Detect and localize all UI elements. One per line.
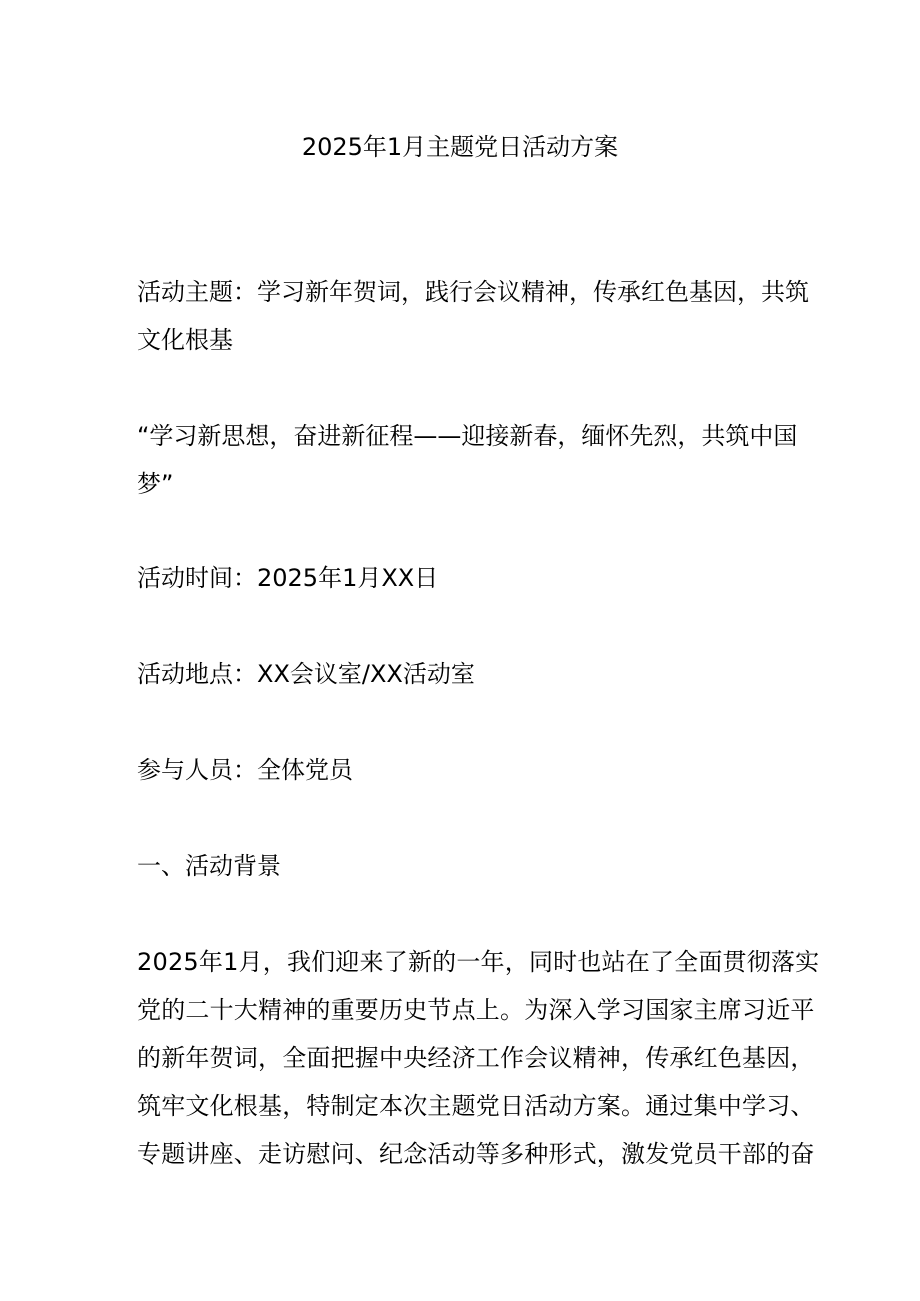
- activity-theme-label: 活动主题：: [137, 278, 257, 306]
- activity-time: [137, 554, 787, 602]
- paragraph-line-4: 筑牢文化根基，特制定本次主题党日活动方案。通过集中学习、: [137, 1092, 815, 1120]
- activity-place-text: 活动地点：XX会议室/XX活动室: [137, 660, 475, 688]
- paragraph-line-2: 党的二十大精神的重要历史节点上。为深入学习国家主席习近平: [137, 996, 815, 1024]
- activity-theme-text: 学习新年贺词，践行会议精神，传承红色基因，共筑: [257, 278, 809, 306]
- activity-slogan: [137, 412, 798, 508]
- activity-place: [137, 650, 787, 698]
- activity-theme-line-1: [137, 268, 809, 316]
- paragraph-line-5: 专题讲座、走访慰问、纪念活动等多种形式，激发党员干部的奋: [137, 1140, 815, 1168]
- section-body-paragraph: [137, 938, 820, 1178]
- document-title: 2025年1月主题党日活动方案: [301, 133, 619, 161]
- activity-slogan-line-1: “学习新思想，奋进新征程——迎接新春，缅怀先烈，共筑中国: [137, 422, 798, 450]
- section-heading-text: 一、活动背景: [137, 852, 281, 880]
- section-heading-background: [137, 842, 787, 890]
- activity-theme-line-2: 文化根基: [137, 326, 233, 354]
- activity-slogan-line-2: 梦”: [137, 470, 174, 498]
- activity-participants-text: 参与人员：全体党员: [137, 756, 353, 784]
- activity-theme: [137, 268, 809, 364]
- activity-time-text: 活动时间：2025年1月XX日: [137, 564, 439, 592]
- paragraph-line-3: 的新年贺词，全面把握中央经济工作会议精神，传承红色基因，: [137, 1044, 815, 1072]
- paragraph-line-1: 2025年1月，我们迎来了新的一年，同时也站在了全面贯彻落实: [137, 948, 820, 976]
- activity-participants: [137, 746, 787, 794]
